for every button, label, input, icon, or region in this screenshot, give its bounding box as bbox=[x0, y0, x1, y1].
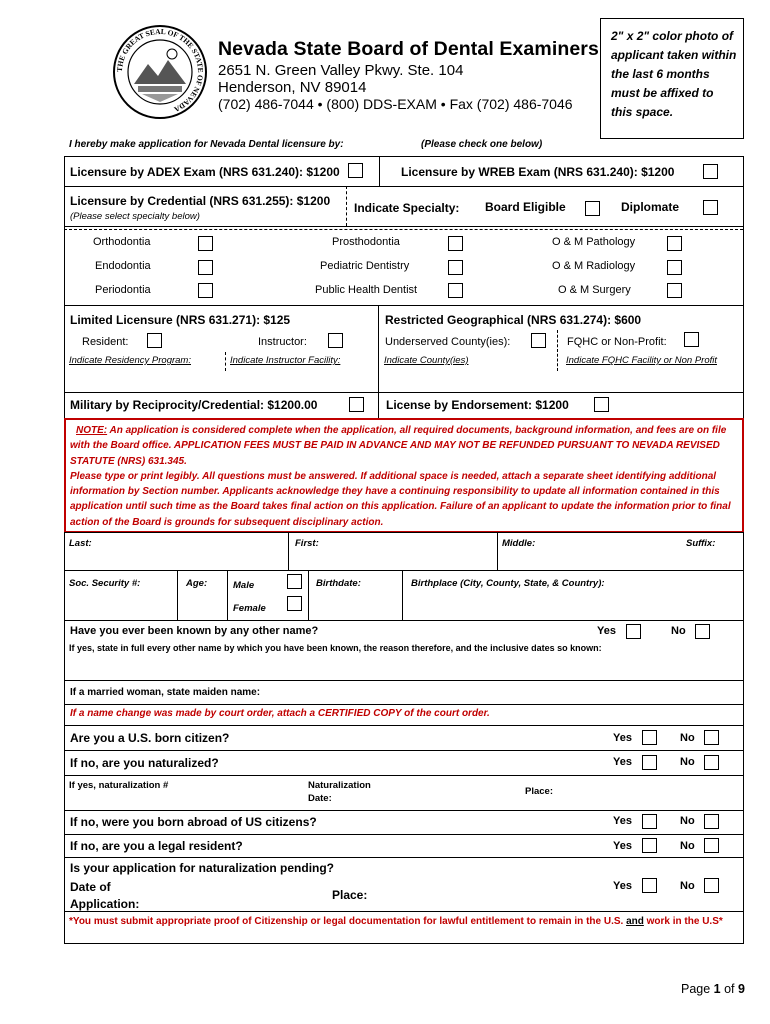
specialty-om-radiology: O & M Radiology bbox=[552, 260, 636, 272]
legal-resident-question: If no, are you a legal resident? bbox=[70, 839, 243, 853]
endorsement-checkbox[interactable] bbox=[594, 397, 609, 412]
first-name-label: First: bbox=[295, 538, 319, 549]
om-surgery-checkbox[interactable] bbox=[667, 283, 682, 298]
page-word: Page bbox=[681, 982, 714, 996]
us-born-yes-label: Yes bbox=[613, 732, 632, 744]
naturalization-date-label: Naturalization Date: bbox=[308, 780, 371, 804]
proof-note-text: *You must submit appropriate proof of Citizenship or legal documentation for lawful entitlement to remain in the U.S. bbox=[69, 916, 627, 927]
residency-program-label: Indicate Residency Program: bbox=[69, 355, 191, 366]
state-seal bbox=[112, 24, 208, 120]
us-born-question: Are you a U.S. born citizen? bbox=[70, 731, 230, 745]
orthodontia-checkbox[interactable] bbox=[198, 236, 213, 251]
om-pathology-checkbox[interactable] bbox=[667, 236, 682, 251]
legal-resident-no-label: No bbox=[680, 840, 695, 852]
naturalization-place-label: Place: bbox=[525, 786, 553, 797]
fqhc-label: FQHC or Non-Profit: bbox=[567, 336, 667, 348]
birthdate-label: Birthdate: bbox=[316, 578, 361, 589]
specialty-om-surgery: O & M Surgery bbox=[558, 284, 631, 296]
specialty-public-health: Public Health Dentist bbox=[315, 284, 418, 296]
other-name-yes-label: Yes bbox=[597, 625, 616, 637]
born-abroad-no-checkbox[interactable] bbox=[704, 814, 719, 829]
prosthodontia-checkbox[interactable] bbox=[448, 236, 463, 251]
photo-box[interactable] bbox=[600, 18, 744, 139]
other-name-question: Have you ever been known by any other name? bbox=[70, 625, 319, 637]
proof-note-end: work in the U.S* bbox=[643, 916, 723, 927]
born-abroad-no-label: No bbox=[680, 815, 695, 827]
board-address-line1: 2651 N. Green Valley Pkwy. Ste. 104 bbox=[218, 62, 464, 79]
specialty-om-pathology: O & M Pathology bbox=[552, 236, 636, 248]
pending-yes-label: Yes bbox=[613, 880, 632, 892]
fqhc-checkbox[interactable] bbox=[684, 332, 699, 347]
diplomate-label: Diplomate bbox=[621, 200, 680, 214]
indicate-county-label: Indicate County(ies) bbox=[384, 355, 469, 366]
date-of-application-label: Date of Application: bbox=[70, 880, 140, 911]
board-eligible-label: Board Eligible bbox=[485, 200, 566, 214]
wreb-checkbox[interactable] bbox=[703, 164, 718, 179]
underserved-label: Underserved County(ies): bbox=[385, 336, 511, 348]
photo-note: 2" x 2" color photo of applicant taken within the last 6 months must be affixed to this space. bbox=[611, 29, 737, 119]
naturalized-question: If no, are you naturalized? bbox=[70, 756, 219, 770]
specialty-prosthodontia: Prosthodontia bbox=[332, 236, 400, 248]
check-one-note: (Please check one below) bbox=[421, 139, 543, 150]
last-name-label: Last: bbox=[69, 538, 92, 549]
other-name-no-label: No bbox=[671, 625, 686, 637]
instructor-label: Instructor: bbox=[258, 336, 307, 348]
specialty-pediatric: Pediatric Dentistry bbox=[320, 260, 410, 272]
om-radiology-checkbox[interactable] bbox=[667, 260, 682, 275]
note-text-1: An application is considered complete when the application, all required documents, background information, and fees are on file with the Board office. APPLICATION FEES MUST BE PAID IN ADVANCE AND MAY NOT BE REFUNDED PURSUANT TO NEVADA REVISED STATUTE (NRS) 631.345. bbox=[70, 425, 727, 467]
board-phone: (702) 486-7044 • (800) DDS-EXAM • Fax (702) 486-7046 bbox=[218, 96, 573, 112]
other-name-no-checkbox[interactable] bbox=[695, 624, 710, 639]
proof-note bbox=[69, 914, 737, 930]
wreb-label: Licensure by WREB Exam (NRS 631.240): $1200 bbox=[401, 165, 675, 179]
application-place-label: Place: bbox=[332, 888, 368, 902]
legal-resident-yes-checkbox[interactable] bbox=[642, 838, 657, 853]
diplomate-checkbox[interactable] bbox=[703, 200, 718, 215]
pending-yes-checkbox[interactable] bbox=[642, 878, 657, 893]
born-abroad-yes-label: Yes bbox=[613, 815, 632, 827]
proof-note-and: and bbox=[626, 916, 644, 927]
board-eligible-checkbox[interactable] bbox=[585, 201, 600, 216]
specialty-periodontia: Periodontia bbox=[95, 284, 151, 296]
indicate-specialty-label: Indicate Specialty: bbox=[354, 201, 460, 215]
endorsement-label: License by Endorsement: $1200 bbox=[386, 398, 569, 412]
legal-resident-no-checkbox[interactable] bbox=[704, 838, 719, 853]
birthplace-label: Birthplace (City, County, State, & Country): bbox=[411, 578, 605, 589]
us-born-no-label: No bbox=[680, 732, 695, 744]
maiden-name-label: If a married woman, state maiden name: bbox=[70, 687, 261, 698]
note-box bbox=[64, 418, 744, 533]
age-label: Age: bbox=[186, 578, 208, 589]
seal-lettering: THE GREAT SEAL OF THE STATE OF NEVADA bbox=[114, 26, 206, 114]
public-health-checkbox[interactable] bbox=[448, 283, 463, 298]
born-abroad-yes-checkbox[interactable] bbox=[642, 814, 657, 829]
middle-name-label: Middle: bbox=[502, 538, 536, 549]
military-label: Military by Reciprocity/Credential: $1200.00 bbox=[70, 398, 318, 412]
suffix-label: Suffix: bbox=[686, 538, 716, 549]
application-intro: I hereby make application for Nevada Dental licensure by: bbox=[69, 139, 344, 150]
pending-no-checkbox[interactable] bbox=[704, 878, 719, 893]
note-label: NOTE: bbox=[76, 425, 108, 436]
female-checkbox[interactable] bbox=[287, 596, 302, 611]
page-current: 1 bbox=[713, 982, 721, 996]
other-name-detail: If yes, state in full every other name by which you have been known, the reason therefore, and the inclusive dates so known: bbox=[69, 643, 602, 653]
credential-label: Licensure by Credential (NRS 631.255): $1200 bbox=[70, 194, 331, 208]
pending-no-label: No bbox=[680, 880, 695, 892]
instructor-checkbox[interactable] bbox=[328, 333, 343, 348]
male-label: Male bbox=[233, 580, 255, 591]
us-born-yes-checkbox[interactable] bbox=[642, 730, 657, 745]
specialty-orthodontia: Orthodontia bbox=[93, 236, 151, 248]
indicate-fqhc-label: Indicate FQHC Facility or Non Profit bbox=[566, 355, 717, 366]
naturalized-no-label: No bbox=[680, 756, 695, 768]
naturalization-number-label: If yes, naturalization # bbox=[69, 780, 169, 791]
underserved-checkbox[interactable] bbox=[531, 333, 546, 348]
court-order-note: If a name change was made by court order, attach a CERTIFIED COPY of the court order. bbox=[70, 708, 490, 719]
page-number bbox=[681, 982, 745, 996]
resident-checkbox[interactable] bbox=[147, 333, 162, 348]
female-label: Female bbox=[233, 603, 266, 614]
pediatric-checkbox[interactable] bbox=[448, 260, 463, 275]
naturalized-yes-checkbox[interactable] bbox=[642, 755, 657, 770]
other-name-yes-checkbox[interactable] bbox=[626, 624, 641, 639]
military-checkbox[interactable] bbox=[349, 397, 364, 412]
of-word: of bbox=[720, 982, 738, 996]
credential-note: (Please select specialty below) bbox=[70, 211, 200, 222]
instructor-facility-label: Indicate Instructor Facility: bbox=[230, 355, 341, 366]
endodontia-checkbox[interactable] bbox=[198, 260, 213, 275]
periodontia-checkbox[interactable] bbox=[198, 283, 213, 298]
restricted-title: Restricted Geographical (NRS 631.274): $600 bbox=[385, 313, 642, 327]
limited-title: Limited Licensure (NRS 631.271): $125 bbox=[70, 313, 291, 327]
ssn-label: Soc. Security #: bbox=[69, 578, 141, 589]
adex-label: Licensure by ADEX Exam (NRS 631.240): $1200 bbox=[70, 165, 340, 179]
us-born-no-checkbox[interactable] bbox=[704, 730, 719, 745]
adex-checkbox[interactable] bbox=[348, 163, 363, 178]
legal-resident-yes-label: Yes bbox=[613, 840, 632, 852]
resident-label: Resident: bbox=[82, 336, 129, 348]
page-total: 9 bbox=[738, 982, 745, 996]
naturalized-yes-label: Yes bbox=[613, 756, 632, 768]
specialty-endodontia: Endodontia bbox=[95, 260, 151, 272]
board-address-line2: Henderson, NV 89014 bbox=[218, 79, 367, 96]
board-name: Nevada State Board of Dental Examiners bbox=[218, 38, 599, 60]
pending-question: Is your application for naturalization pending? bbox=[70, 861, 335, 875]
naturalized-no-checkbox[interactable] bbox=[704, 755, 719, 770]
born-abroad-question: If no, were you born abroad of US citizens? bbox=[70, 815, 317, 829]
male-checkbox[interactable] bbox=[287, 574, 302, 589]
note-text-2: Please type or print legibly. All questions must be answered. If additional space is needed, attach a separate sheet identifying additional information by Section number. Applicants acknowledge they have a continuing responsibility to update all information contained in this application until such time as the Board takes final action on this application. Failure of an applicant to update the information prior to final action of the Board is grounds for subsequent disciplinary action. bbox=[70, 470, 731, 528]
